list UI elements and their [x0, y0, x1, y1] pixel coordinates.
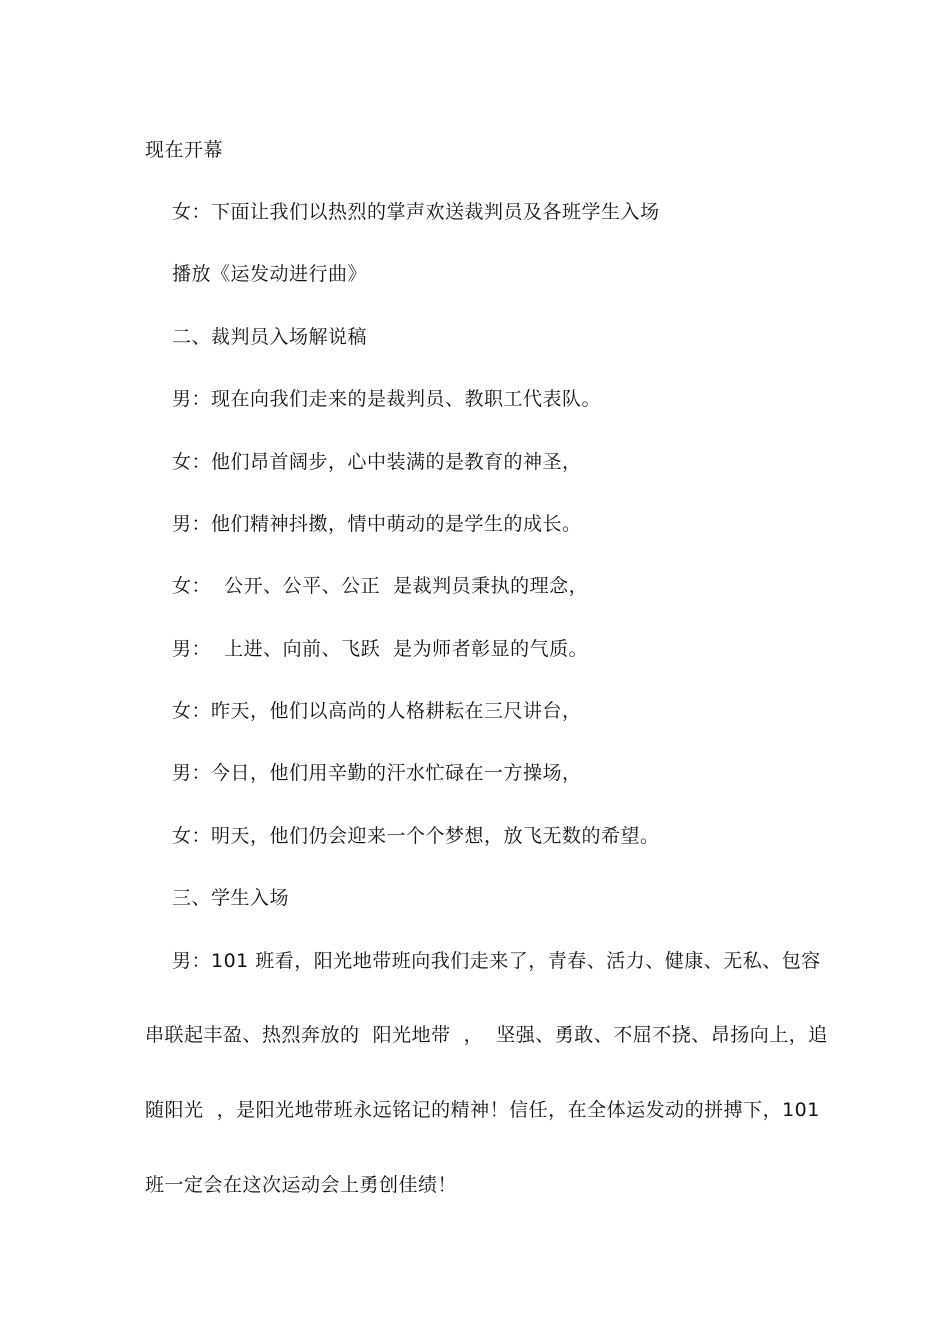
- text-line: 女：昨天，他们以高尚的人格耕耘在三尺讲台，: [172, 700, 582, 722]
- section-heading: 二、裁判员入场解说稿: [172, 326, 368, 348]
- text-line: 女：他们昂首阔步，心中装满的是教育的神圣，: [172, 451, 582, 473]
- section-heading: 三、学生入场: [172, 887, 290, 909]
- text-line: 男：他们精神抖擞，情中萌动的是学生的成长。: [172, 513, 582, 535]
- text-line: 男：101 班看，阳光地带班向我们走来了，青春、活力、健康、无私、包容: [172, 950, 821, 972]
- text-line: 女：明天，他们仍会迎来一个个梦想，放飞无数的希望。: [172, 825, 660, 847]
- text-line: 班一定会在这次运动会上勇创佳绩！: [145, 1174, 458, 1196]
- text-line: 男： 上进、向前、飞跃 是为师者彰显的气质。: [172, 638, 589, 660]
- text-line: 串联起丰盈、热烈奔放的 阳光地带 ， 坚强、勇敢、不屈不挠、昂扬向上，追: [145, 1024, 828, 1046]
- text-line: 现在开幕: [145, 139, 224, 161]
- text-line: 播放《运发动进行曲》: [172, 263, 368, 285]
- text-line: 男：今日，他们用辛勤的汗水忙碌在一方操场，: [172, 762, 582, 784]
- text-line: 男：现在向我们走来的是裁判员、教职工代表队。: [172, 388, 602, 410]
- text-line: 随阳光 ，是阳光地带班永远铭记的精神！信任，在全体运发动的拼搏下，101: [145, 1099, 820, 1121]
- text-line: 女： 公开、公平、公正 是裁判员秉执的理念，: [172, 575, 589, 597]
- text-line: 女：下面让我们以热烈的掌声欢送裁判员及各班学生入场: [172, 201, 660, 223]
